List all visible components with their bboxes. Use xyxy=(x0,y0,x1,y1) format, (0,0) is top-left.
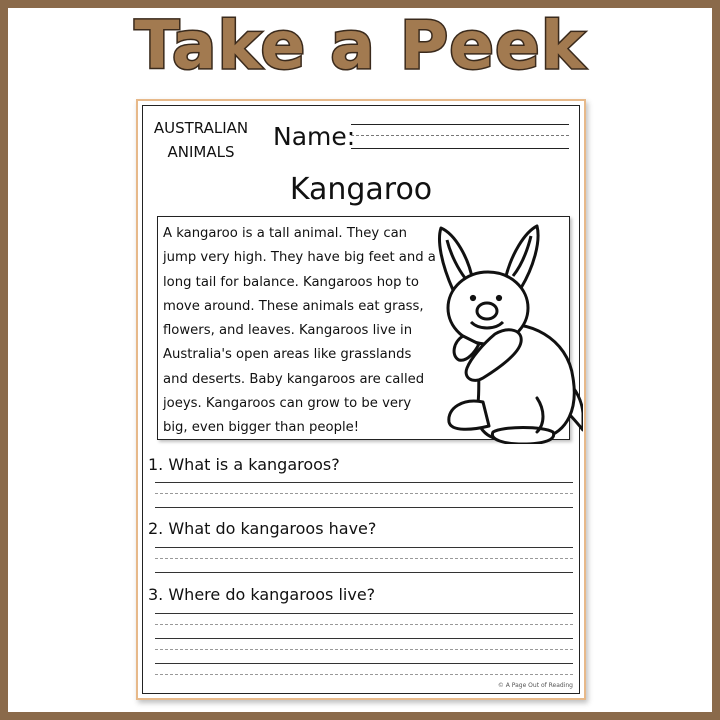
answer-line[interactable] xyxy=(155,572,573,573)
question-2: 2. What do kangaroos have? xyxy=(148,519,377,538)
passage-line: move around. These animals eat grass, xyxy=(163,298,424,314)
category-label xyxy=(149,116,253,164)
answer-line[interactable] xyxy=(155,613,573,614)
passage-line: and deserts. Baby kangaroos are called xyxy=(163,371,425,387)
answer-line xyxy=(155,649,573,650)
banner-title: Take a Peek xyxy=(134,7,586,84)
answer-line[interactable] xyxy=(155,547,573,548)
worksheet-border xyxy=(142,105,580,694)
passage-line: flowers, and leaves. Kangaroos live in xyxy=(163,323,413,339)
category-line-2: ANIMALS xyxy=(167,143,235,161)
passage-line: big, even bigger than people! xyxy=(163,420,360,436)
copyright-credit: © A Page Out of Reading xyxy=(497,682,573,689)
question-1: 1. What is a kangaroos? xyxy=(148,455,340,474)
worksheet-title: Kangaroo xyxy=(289,172,433,207)
answer-line xyxy=(155,558,573,559)
name-line-mid xyxy=(351,135,569,136)
answer-line[interactable] xyxy=(155,482,573,483)
answer-line[interactable] xyxy=(155,638,573,639)
category-line-1: AUSTRALIAN xyxy=(153,119,249,137)
passage-line: Australia's open areas like grasslands xyxy=(163,347,412,363)
passage-line: joeys. Kangaroos can grow to be very xyxy=(163,396,412,412)
kangaroo-illustration-icon xyxy=(433,218,583,444)
question-3: 3. Where do kangaroos live? xyxy=(148,585,376,604)
passage-line: long tail for balance. Kangaroos hop to xyxy=(163,274,419,290)
passage-line: A kangaroo is a tall animal. They can xyxy=(163,226,408,241)
answer-line xyxy=(155,624,573,625)
answer-line[interactable] xyxy=(155,663,573,664)
name-line-top xyxy=(351,124,569,125)
name-label: Name: xyxy=(273,122,356,151)
worksheet-page xyxy=(136,99,586,700)
passage-line: jump very high. They have big feet and a xyxy=(163,250,436,266)
answer-line[interactable] xyxy=(155,507,573,508)
answer-line xyxy=(155,674,573,675)
passage-text xyxy=(163,222,441,441)
answer-line xyxy=(155,493,573,494)
name-line-bottom xyxy=(351,148,569,149)
